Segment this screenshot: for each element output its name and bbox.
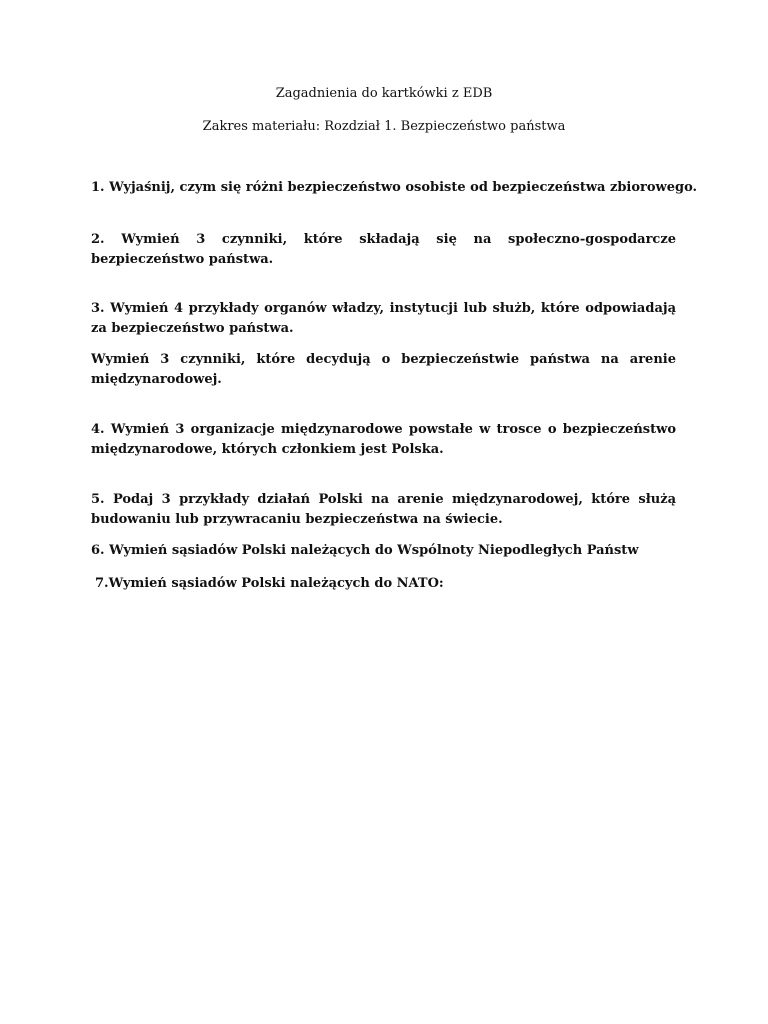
question-3-extra: Wymień 3 czynniki, które decydują o bezpieczeństwie państwa na arenie międzynarodowej. [91, 352, 676, 387]
question-7: 7.Wymień sąsiadów Polski należących do NATO: [95, 576, 444, 591]
question-4: 4. Wymień 3 organizacje międzynarodowe powstałe w trosce o bezpieczeństwo międzynarodowe, których członkiem jest Polska. [91, 422, 676, 457]
question-6: 6. Wymień sąsiadów Polski należących do Wspólnoty Niepodległych Państw [91, 543, 639, 558]
question-1: 1. Wyjaśnij, czym się różni bezpieczeństwo osobiste od bezpieczeństwa zbiorowego. [91, 180, 698, 195]
document-title: Zagadnienia do kartkówki z EDB [275, 86, 493, 101]
question-2: 2. Wymień 3 czynniki, które składają się na społeczno-gospodarcze bezpieczeństwo państwa. [91, 232, 676, 267]
document-subtitle: Zakres materiału: Rozdział 1. Bezpieczeństwo państwa [202, 119, 566, 134]
question-3: 3. Wymień 4 przykłady organów władzy, instytucji lub służb, które odpowiadają za bezpieczeństwo państwa. [91, 301, 676, 336]
question-5: 5. Podaj 3 przykłady działań Polski na arenie międzynarodowej, które służą budowaniu lub przywracaniu bezpieczeństwa na świecie. [91, 492, 676, 527]
